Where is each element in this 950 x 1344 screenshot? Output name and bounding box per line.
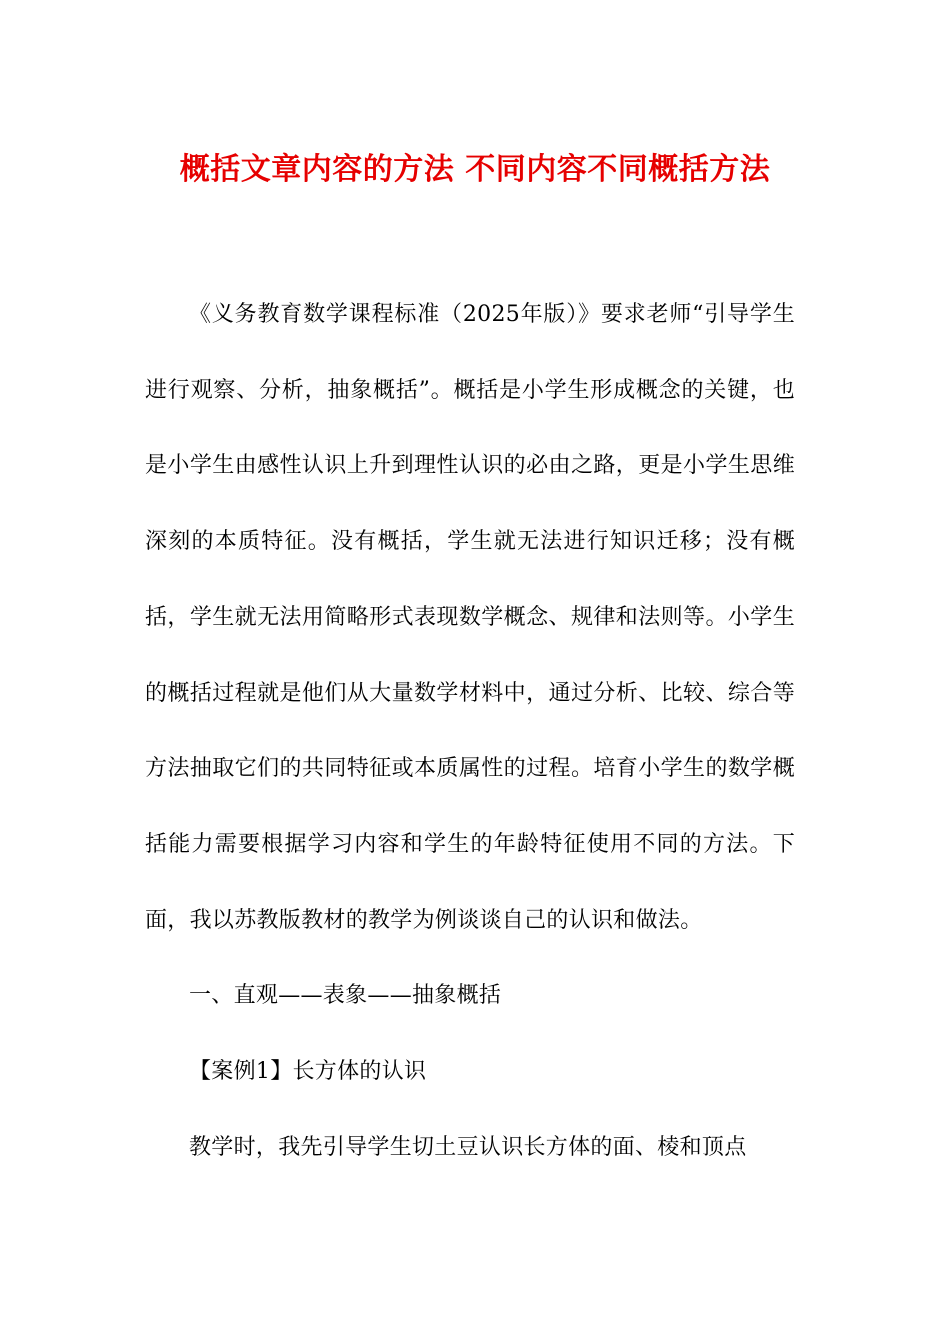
case-paragraph: 教学时，我先引导学生切土豆认识长方体的面、棱和顶点 <box>189 1134 747 1160</box>
case-heading: 【案例1】长方体的认识 <box>189 1059 427 1085</box>
intro-paragraph: 《义务教育数学课程标准（2025年版）》要求老师“引导学生进行观察、分析，抽象概括”。概括是小学生形成概念的关键，也是小学生由感性认识上升到理性认识的必由之路，更是小学生思维深刻的本质特征。没有概括，学生就无法进行知识迁移；没有概括，学生就无法用简略形式表现数学概念、规律和法则等。小学生的概括过程就是他们从大量数学材料中，通过分析、比较、综合等方法抽取它们的共同特征或本质属性的过程。培育小学生的数学概括能力需要根据学习内容和学生的年龄特征使用不同的方法。下面，我以苏教版教材的教学为例谈谈自己的认识和做法。 <box>145 302 795 933</box>
document-body <box>145 277 795 1185</box>
document-title: 概括文章内容的方法 不同内容不同概括方法 <box>179 152 771 187</box>
section-heading: 一、直观——表象——抽象概括 <box>189 983 502 1009</box>
